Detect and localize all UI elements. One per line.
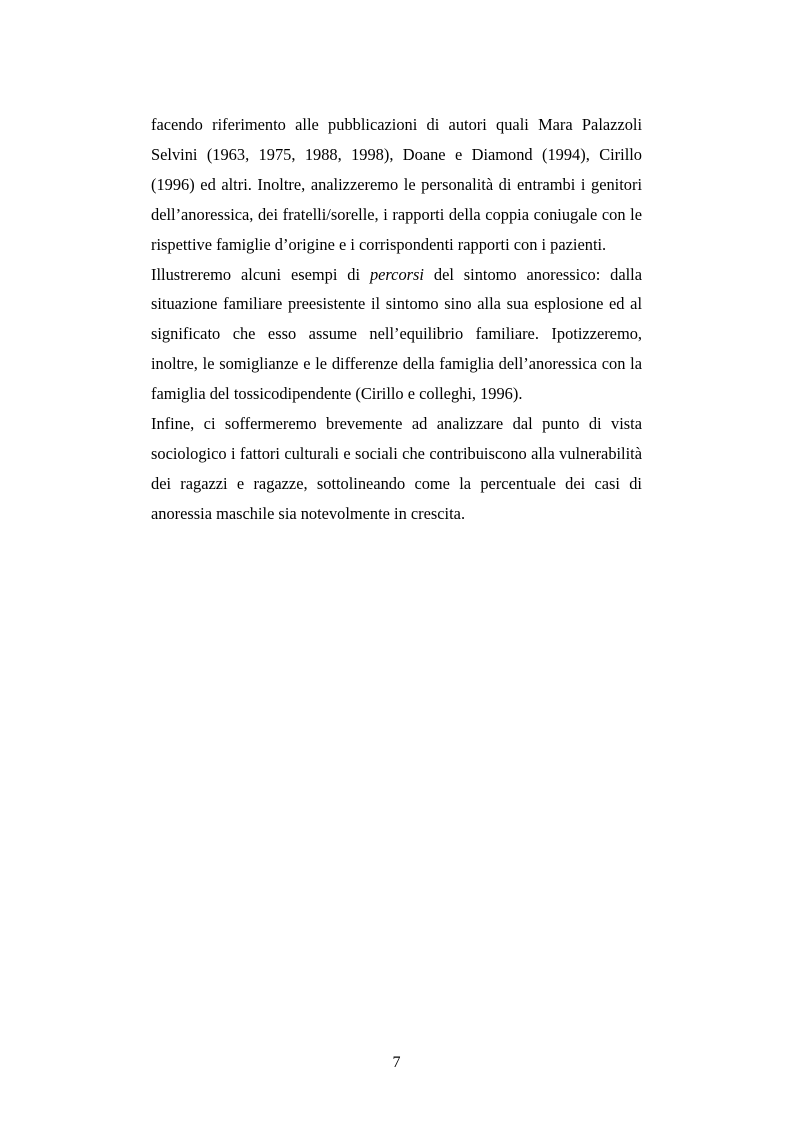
paragraph-2-start: Illustreremo alcuni esempi di: [151, 264, 370, 284]
paragraph-1: facendo riferimento alle pubblicazioni di autori quali Mara Palazzoli Selvini (1963, 1975, 1988, 1998), Doane e Diamond (1994), Cirillo (1996) ed altri. Inoltre, analizzeremo le personalità di entrambi i genitori dell’anoressica, dei fratelli/sorelle, i rapporti della coppia coniugale con le rispettive famiglie d’origine e i corrispondenti rapporti con i pazienti.: [151, 115, 642, 254]
paragraph-3: Infine, ci soffermeremo brevemente ad analizzare dal punto di vista sociologico i fattori culturali e sociali che contribuiscono alla vulnerabilità dei ragazzi e ragazze, sottolineando come la percentuale dei casi di anoressia maschile sia notevolmente in crescita.: [151, 414, 642, 523]
paragraph-2: [151, 260, 642, 410]
paragraph-2-rest: del sintomo anoressico: dalla situazione familiare preesistente il sintomo sino alla sua esplosione ed al significato che esso assume nell’equilibrio familiare. Ipotizzeremo, inoltre, le somiglianze e le differenze della famiglia dell’anoressica con la famiglia del tossicodipendente (Cirillo e colleghi, 1996).: [151, 264, 642, 404]
body-text: [151, 110, 642, 529]
italic-term-percorsi: percorsi: [369, 264, 424, 284]
page-number: 7: [392, 1054, 401, 1071]
